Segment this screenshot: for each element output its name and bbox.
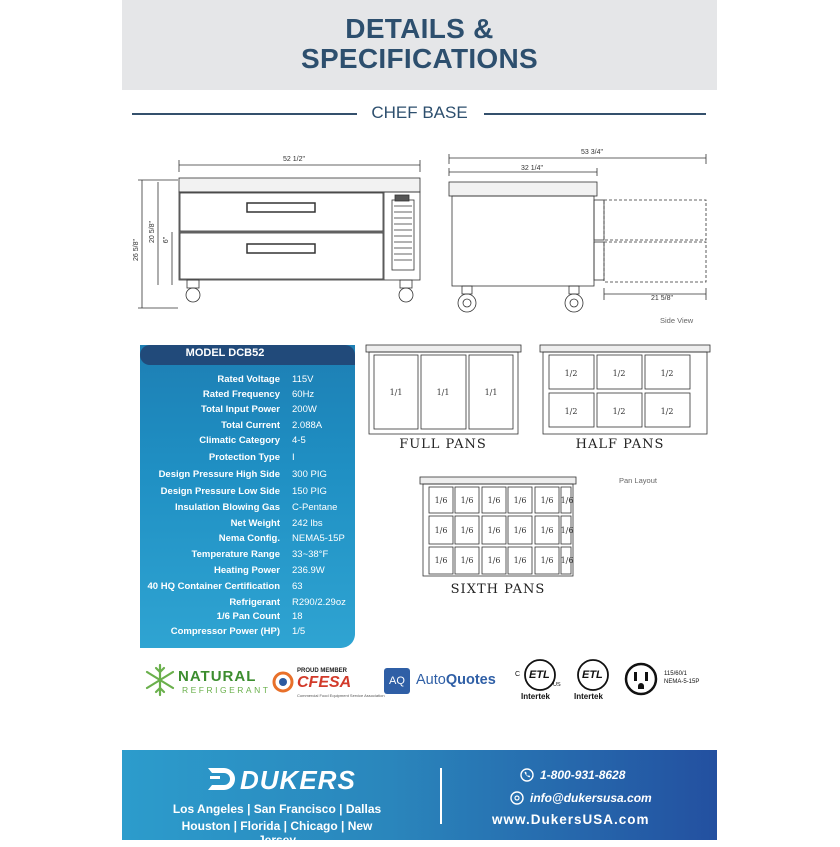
spec-value: 200W xyxy=(292,404,317,415)
pan-cell-label: 1/6 xyxy=(460,526,474,535)
spec-value: 150 PIG xyxy=(292,486,327,497)
pan-cell-label: 1/2 xyxy=(660,407,674,416)
pan-cell-label: 1/6 xyxy=(560,556,574,565)
plug-outlet-icon xyxy=(624,662,658,696)
pan-cell-label: 1/6 xyxy=(487,496,501,505)
nema-plug-logo xyxy=(624,660,716,700)
spec-value: NEMA5-15P xyxy=(292,533,345,544)
spec-label: Temperature Range xyxy=(191,549,280,560)
pan-cell-label: 1/6 xyxy=(434,496,448,505)
pan-cell-label: 1/2 xyxy=(564,369,578,378)
spec-row xyxy=(140,609,355,624)
page-title-line2: SPECIFICATIONS xyxy=(300,43,539,74)
full-pans-label: FULL PANS xyxy=(399,437,487,452)
brand-wordmark: DUKERS xyxy=(240,765,356,795)
spec-value: 4-5 xyxy=(292,435,306,446)
dim-side-total: 53 3/4" xyxy=(581,149,603,156)
autoquotes-auto: Auto xyxy=(416,672,446,688)
pan-cell-label: 1/2 xyxy=(660,369,674,378)
us-mark: US xyxy=(553,682,561,688)
spec-label: Rated Voltage xyxy=(217,374,280,385)
spec-sheet xyxy=(122,0,717,847)
autoquotes-wordmark xyxy=(416,672,496,688)
spec-value: 236.9W xyxy=(292,565,325,576)
pan-cell-label: 1/6 xyxy=(513,496,527,505)
spec-row xyxy=(140,372,355,387)
sixth-pans-label: SIXTH PANS xyxy=(450,582,546,597)
spec-row xyxy=(140,547,355,562)
pan-cell-label: 1/2 xyxy=(612,407,626,416)
spec-label: Insulation Blowing Gas xyxy=(174,502,280,513)
c-mark: C xyxy=(515,671,521,678)
plug-rating: 115/60/1 xyxy=(664,671,687,677)
cfesa-subtitle: Commercial Food Equipment Service Association xyxy=(297,693,385,698)
spec-value: 115V xyxy=(292,374,314,385)
spec-row xyxy=(140,579,355,594)
cfesa-ring-icon xyxy=(272,671,294,693)
spec-row xyxy=(140,387,355,402)
dim-side-depth: 32 1/4" xyxy=(521,165,543,172)
pan-cell-label: 1/6 xyxy=(460,556,474,565)
spec-value: 1/5 xyxy=(292,626,306,637)
email-address[interactable]: info@dukersusa.com xyxy=(530,791,652,805)
spec-label: Total Input Power xyxy=(201,404,280,415)
phone-number[interactable]: 1-800-931-8628 xyxy=(540,768,626,782)
cfesa-logo xyxy=(272,665,385,701)
spec-label: Protection Type xyxy=(208,452,280,463)
half-pans-label: HALF PANS xyxy=(575,437,665,452)
spec-row xyxy=(140,500,355,515)
intertek-label: Intertek xyxy=(574,692,603,701)
spec-label: Nema Config. xyxy=(218,533,280,544)
spec-label: Design Pressure Low Side xyxy=(160,486,280,497)
etl-text: ETL xyxy=(529,669,550,681)
pan-cell-label: 1/6 xyxy=(560,496,574,505)
pan-cell-label: 1/6 xyxy=(487,556,501,565)
spec-value: 2.088A xyxy=(292,420,323,431)
cfesa-wordmark: CFESA xyxy=(297,674,352,691)
natural-text: NATURAL xyxy=(178,668,257,685)
half-pan-labels xyxy=(565,369,674,416)
spec-label: Design Pressure High Side xyxy=(158,469,280,480)
spec-value: I xyxy=(292,452,295,463)
spec-label: Rated Frequency xyxy=(202,389,280,400)
cities-line-1: Los Angeles | San Francisco | Dallas xyxy=(172,802,382,816)
spec-row xyxy=(140,563,355,578)
cfesa-proud-member: PROUD MEMBER xyxy=(297,668,348,674)
dukers-logo-icon xyxy=(204,764,240,794)
email-icon xyxy=(510,791,524,805)
spec-row xyxy=(140,467,355,482)
section-rule-right xyxy=(484,113,706,115)
refrigerant-text: REFRIGERANT xyxy=(182,685,271,695)
spec-value: R290/2.29oz xyxy=(292,597,346,608)
spec-row xyxy=(140,402,355,417)
pan-cell-label: 1/6 xyxy=(513,556,527,565)
phone-icon xyxy=(520,768,534,782)
pan-layouts xyxy=(362,343,717,603)
autoquotes-logo xyxy=(384,668,509,696)
spec-value: 242 lbs xyxy=(292,518,323,529)
spec-value: 300 PIG xyxy=(292,469,327,480)
dim-side-drawer: 21 5/8" xyxy=(651,295,673,302)
pan-cell-label: 1/6 xyxy=(513,526,527,535)
dim-height-total: 26 5/8" xyxy=(133,239,140,261)
pan-cell-label: 1/1 xyxy=(389,388,403,397)
dim-height-body: 20 5/8" xyxy=(149,221,156,243)
pan-cell-label: 1/2 xyxy=(612,369,626,378)
footer-divider xyxy=(440,768,442,824)
spec-row xyxy=(140,624,355,639)
autoquotes-quotes: Quotes xyxy=(445,672,496,688)
pan-cell-label: 1/6 xyxy=(487,526,501,535)
technical-drawing xyxy=(122,140,717,340)
pan-cell-label: 1/6 xyxy=(460,496,474,505)
footer-band xyxy=(122,750,717,847)
pan-cell-label: 1/6 xyxy=(540,556,554,565)
spec-row xyxy=(140,450,355,465)
pan-cell-label: 1/6 xyxy=(540,526,554,535)
spec-value: 18 xyxy=(292,611,303,622)
spec-label: Heating Power xyxy=(214,565,280,576)
spec-row xyxy=(140,595,355,610)
side-view-caption: Side View xyxy=(660,316,694,325)
etl-sanitation-logo xyxy=(572,658,616,704)
spec-value: 33~38°F xyxy=(292,549,329,560)
spec-value: 60Hz xyxy=(292,389,315,400)
spec-row xyxy=(140,531,355,546)
pan-cell-label: 1/1 xyxy=(436,388,450,397)
plug-nema: NEMA-5-15P xyxy=(664,679,700,685)
full-pan-labels xyxy=(390,388,498,397)
natural-refrigerant-logo xyxy=(142,660,271,700)
spec-row xyxy=(140,516,355,531)
spec-label: Compressor Power (HP) xyxy=(170,626,280,637)
spec-row xyxy=(140,418,355,433)
dim-front-width: 52 1/2" xyxy=(283,156,305,163)
spec-label: Refrigerant xyxy=(229,597,280,608)
etl-text: ETL xyxy=(582,669,603,681)
etl-listed-logo-1 xyxy=(515,658,565,704)
pan-cell-label: 1/6 xyxy=(434,556,448,565)
pan-layout-caption: Pan Layout xyxy=(619,476,657,485)
spec-label: Total Current xyxy=(221,420,280,431)
model-name: MODEL DCB52 xyxy=(185,347,265,359)
spec-row xyxy=(140,433,355,448)
spec-label: Climatic Category xyxy=(199,435,280,446)
intertek-label: Intertek xyxy=(521,692,550,701)
snowflake-icon xyxy=(142,662,178,698)
pan-cell-label: 1/1 xyxy=(484,388,498,397)
page-title-line1: DETAILS & xyxy=(345,13,494,44)
spec-label: 1/6 Pan Count xyxy=(216,611,280,622)
spec-label: Net Weight xyxy=(230,518,280,529)
section-rule-left xyxy=(132,113,357,115)
section-title: CHEF BASE xyxy=(371,103,468,122)
spec-row xyxy=(140,484,355,499)
pan-cell-label: 1/2 xyxy=(564,407,578,416)
pan-cell-label: 1/6 xyxy=(540,496,554,505)
cities-line-2: Houston | Florida | Chicago | New Jersey xyxy=(181,819,373,847)
dim-height-leg: 6" xyxy=(163,236,170,244)
pan-cell-label: 1/6 xyxy=(560,526,574,535)
website-url[interactable]: www.DukersUSA.com xyxy=(492,812,650,827)
spec-value: 63 xyxy=(292,581,303,592)
aq-badge: AQ xyxy=(384,668,410,694)
spec-value: C-Pentane xyxy=(292,502,338,513)
pan-cell-label: 1/6 xyxy=(434,526,448,535)
spec-label: 40 HQ Container Certification xyxy=(147,581,280,592)
